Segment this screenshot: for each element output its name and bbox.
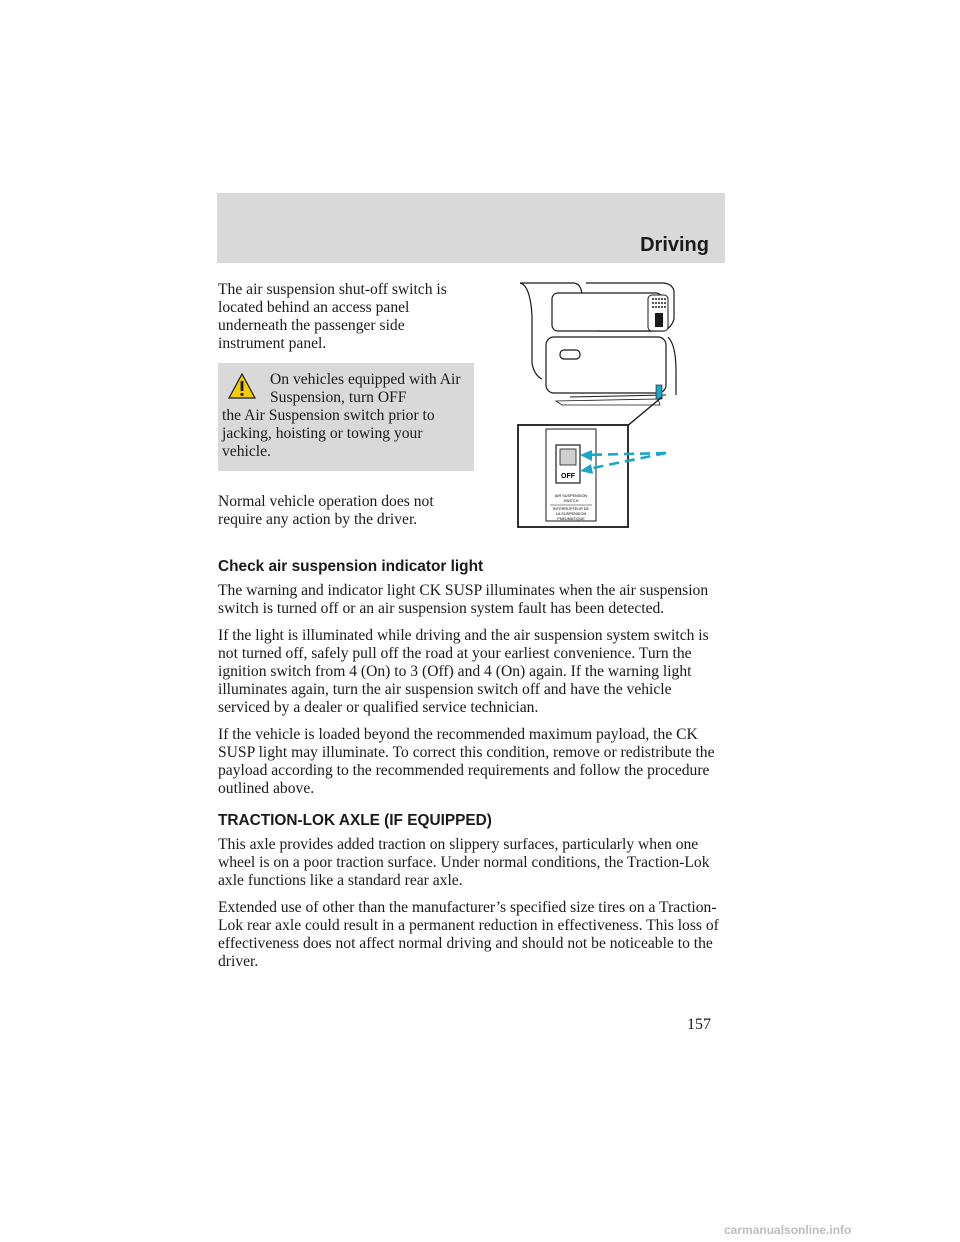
traction-paragraph-2: Extended use of other than the manufacturer’s specified size tires on a Traction-Lok rear axle could result in a permanent reduction in effectiveness. This loss of effectiveness does not affect normal driving and should not be noticeable to the driver. (218, 899, 719, 970)
indicator-heading: Check air suspension indicator light (218, 558, 484, 575)
caption-en-line-1: AIR SUSPENSION (554, 494, 588, 498)
warning-text-first: On vehicles equipped with Air Suspension, turn OFF (270, 371, 461, 406)
console-edge (668, 337, 676, 395)
glove-box (546, 337, 666, 393)
warning-triangle-icon (228, 373, 256, 399)
dash-lower-edge (570, 395, 666, 397)
dashboard-panel (552, 293, 662, 331)
page-body (218, 281, 726, 980)
intro-paragraph: The air suspension shut-off switch is located behind an access panel underneath the passenger side instrument panel. (218, 281, 447, 352)
caption-fr-line-2: LA SUSPENSION (555, 512, 587, 516)
indicator-paragraph-2: If the light is illuminated while driving and the air suspension system switch is not turned off, safely pull off the road at your earliest convenience. Turn the ignition switch from 4 (On) to 3 (Off) and 4 (On) again. If the warning light illuminates again, turn the air suspension switch off and have the vehicle serviced by a dealer or qualified service technician. (218, 627, 709, 716)
traction-heading: TRACTION-LOK AXLE (IF EQUIPPED) (218, 812, 492, 829)
normal-operation-paragraph: Normal vehicle operation does not require any action by the driver. (218, 493, 434, 528)
warning-text-rest: the Air Suspension switch prior to jacking, hoisting or towing your vehicle. (222, 407, 435, 460)
vent-grille-icon (648, 295, 668, 331)
indicator-paragraph-1: The warning and indicator light CK SUSP illuminates when the air suspension switch is turned off or an air suspension system fault has been detected. (218, 582, 709, 617)
warning-first-line (222, 371, 464, 407)
caption-fr-line-1: INTERRUPTEUR DE (552, 507, 590, 511)
glove-box-handle-icon (560, 350, 580, 359)
section-title: Driving (640, 234, 709, 256)
indicator-paragraph-3: If the vehicle is loaded beyond the recommended maximum payload, the CK SUSP light may illuminate. To correct this condition, remove or redistribute the payload according to the recommended requirements and follow the procedure outlined above. (218, 726, 715, 797)
left-column (218, 281, 474, 538)
traction-paragraph-1: This axle provides added traction on slippery surfaces, particularly when one wheel is on a poor traction surface. Under normal conditions, the Traction-Lok axle functions like a standard rear axle. (218, 836, 710, 889)
top-section (218, 281, 726, 544)
warning-box (218, 363, 474, 471)
footer-watermark: carmanualsonline.info (724, 1223, 852, 1237)
page-number: 157 (687, 1016, 711, 1033)
header-band (217, 193, 725, 263)
rocker-upper-half (560, 449, 576, 465)
switch-off-label: OFF (561, 473, 575, 480)
air-suspension-switch-illustration (516, 275, 680, 531)
dash-lower-trim (556, 399, 660, 405)
leader-line (626, 397, 662, 427)
door-edge (520, 283, 542, 379)
caption-fr-line-3: PNEUMATIQUE (557, 517, 585, 521)
caption-en-line-2: SWITCH (563, 499, 579, 503)
